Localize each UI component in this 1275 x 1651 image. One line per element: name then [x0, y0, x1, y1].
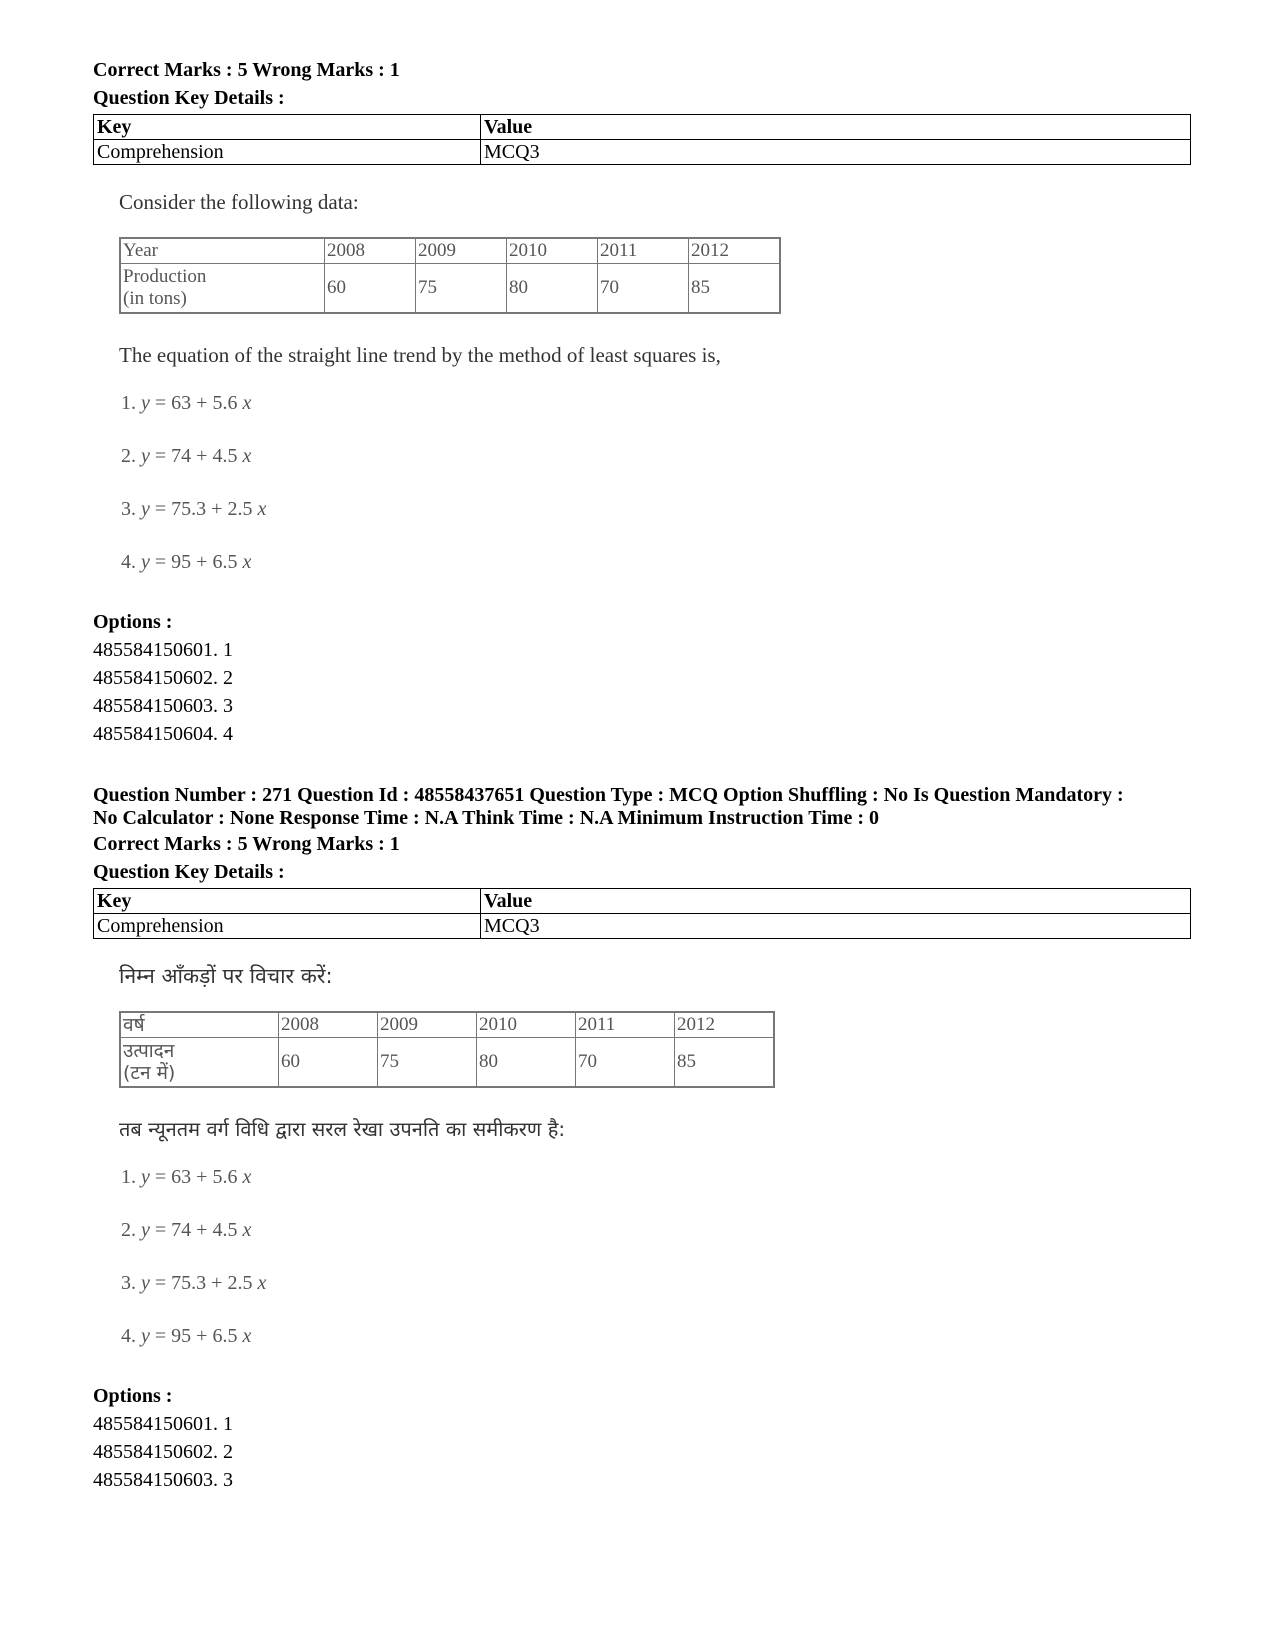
production-label-line1: Production — [123, 266, 207, 287]
data-table — [119, 1011, 775, 1088]
key-details-table — [93, 114, 1191, 165]
key-details-label: Question Key Details : — [93, 861, 285, 883]
year-cell: 2011 — [598, 238, 689, 264]
year-cell: 2008 — [279, 1012, 378, 1038]
production-cell: 85 — [689, 264, 781, 314]
option-item: 485584150604. 4 — [93, 723, 233, 745]
value-cell: MCQ3 — [481, 914, 1191, 939]
table-header-row — [94, 889, 1191, 914]
year-cell: 2009 — [416, 238, 507, 264]
production-cell: 75 — [378, 1038, 477, 1088]
key-header: Key — [94, 115, 481, 140]
production-label-line2: (in tons) — [123, 288, 187, 309]
choice-item: 1. y = 63 + 5.6 x — [121, 1166, 252, 1188]
option-item: 485584150603. 3 — [93, 695, 233, 717]
year-cell: 2012 — [689, 238, 781, 264]
year-row — [120, 1012, 774, 1038]
year-label: Year — [120, 238, 325, 264]
year-cell: 2012 — [675, 1012, 775, 1038]
option-item: 485584150602. 2 — [93, 667, 233, 689]
year-cell: 2010 — [507, 238, 598, 264]
choice-item: 2. y = 74 + 4.5 x — [121, 1219, 252, 1241]
value-header: Value — [481, 115, 1191, 140]
options-block — [93, 1382, 1193, 1494]
question-content — [119, 961, 1193, 1144]
question-header-line2: No Calculator : None Response Time : N.A Think Time : N.A Minimum Instruction Time : 0 — [93, 807, 879, 829]
year-cell: 2009 — [378, 1012, 477, 1038]
choice-item: 1. y = 63 + 5.6 x — [121, 392, 252, 414]
production-label — [120, 264, 325, 314]
options-block — [93, 608, 1193, 748]
data-table — [119, 237, 781, 314]
production-label-line2: (टन में) — [123, 1062, 176, 1084]
options-label: Options : — [93, 611, 173, 633]
production-label-line1: उत्पादन — [123, 1040, 175, 1062]
choice-item: 4. y = 95 + 6.5 x — [121, 551, 252, 573]
table-row — [94, 140, 1191, 165]
table-header-row — [94, 115, 1191, 140]
production-cell: 60 — [279, 1038, 378, 1088]
choice-list — [121, 388, 1193, 600]
document-page — [93, 56, 1193, 1494]
year-cell: 2008 — [325, 238, 416, 264]
production-cell: 60 — [325, 264, 416, 314]
option-item: 485584150601. 1 — [93, 1413, 233, 1435]
option-item: 485584150602. 2 — [93, 1441, 233, 1463]
production-cell: 75 — [416, 264, 507, 314]
key-header: Key — [94, 889, 481, 914]
value-cell: MCQ3 — [481, 140, 1191, 165]
question-intro: Consider the following data: — [119, 190, 359, 214]
choice-item: 3. y = 75.3 + 2.5 x — [121, 498, 267, 520]
question-intro: निम्न आँकड़ों पर विचार करें: — [119, 964, 333, 988]
table-row — [94, 914, 1191, 939]
production-row — [120, 1038, 774, 1088]
year-label: वर्ष — [120, 1012, 279, 1038]
choice-item: 3. y = 75.3 + 2.5 x — [121, 1272, 267, 1294]
question-content — [119, 187, 1193, 370]
option-item: 485584150603. 3 — [93, 1469, 233, 1491]
choice-list — [121, 1162, 1193, 1374]
value-header: Value — [481, 889, 1191, 914]
production-row — [120, 264, 780, 314]
choice-item: 4. y = 95 + 6.5 x — [121, 1325, 252, 1347]
equation-prompt: The equation of the straight line trend by the method of least squares is, — [119, 343, 721, 367]
production-cell: 80 — [477, 1038, 576, 1088]
production-cell: 85 — [675, 1038, 775, 1088]
equation-prompt: तब न्यूनतम वर्ग विधि द्वारा सरल रेखा उपनति का समीकरण है: — [119, 1117, 566, 1141]
key-cell: Comprehension — [94, 140, 481, 165]
choice-item: 2. y = 74 + 4.5 x — [121, 445, 252, 467]
marks-line: Correct Marks : 5 Wrong Marks : 1 — [93, 833, 400, 855]
year-row — [120, 238, 780, 264]
production-cell: 70 — [576, 1038, 675, 1088]
production-cell: 70 — [598, 264, 689, 314]
option-item: 485584150601. 1 — [93, 639, 233, 661]
year-cell: 2011 — [576, 1012, 675, 1038]
key-details-label: Question Key Details : — [93, 87, 285, 109]
key-cell: Comprehension — [94, 914, 481, 939]
production-label — [120, 1038, 279, 1088]
options-label: Options : — [93, 1385, 173, 1407]
marks-line: Correct Marks : 5 Wrong Marks : 1 — [93, 59, 400, 81]
year-cell: 2010 — [477, 1012, 576, 1038]
production-cell: 80 — [507, 264, 598, 314]
key-details-table — [93, 888, 1191, 939]
question-header-line1: Question Number : 271 Question Id : 48558437651 Question Type : MCQ Option Shuffling : No Is Question Mandatory : — [93, 784, 1124, 806]
